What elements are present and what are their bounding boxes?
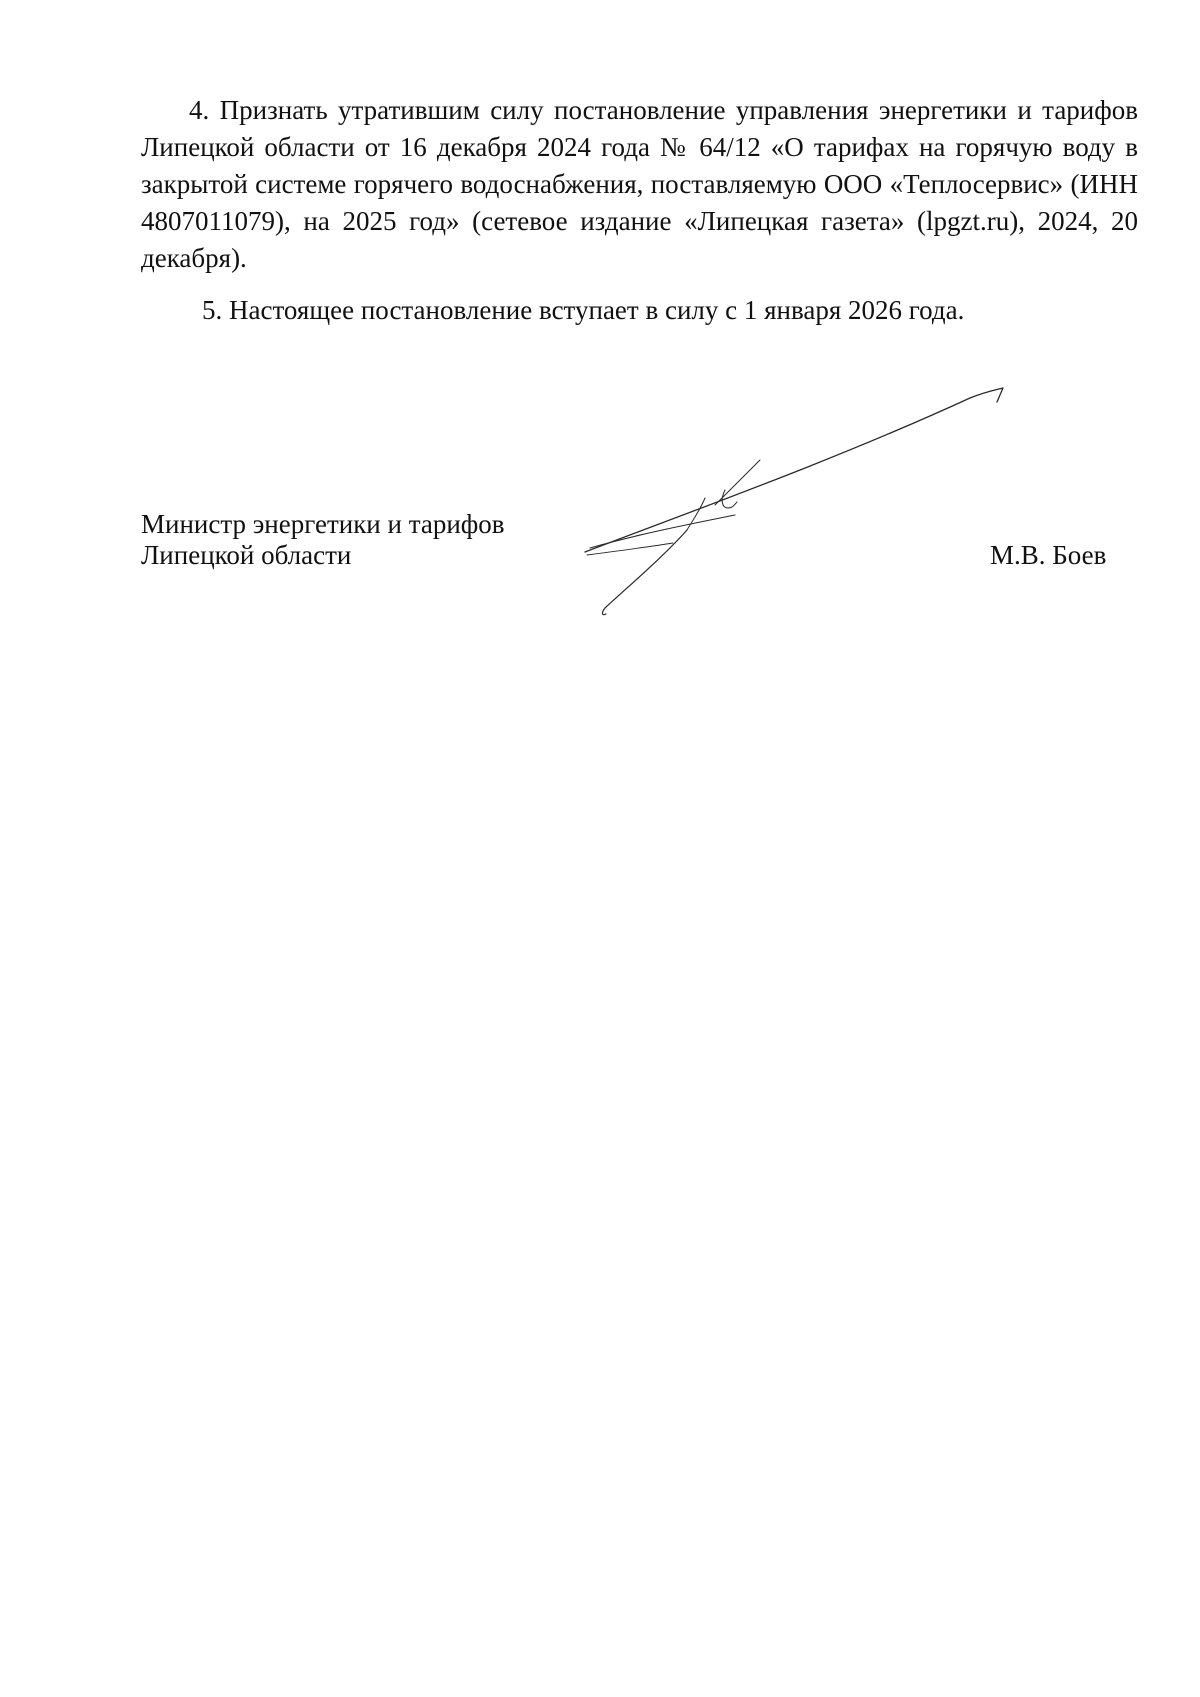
signer-position-line-2: Липецкой области <box>141 540 352 570</box>
paragraph-5: 5. Настоящее постановление вступает в силу с 1 января 2026 года. <box>202 295 965 325</box>
document-body <box>141 92 1138 329</box>
paragraph-4: 4. Признать утратившим силу постановление управления энергетики и тарифов Липецкой области от 16 декабря 2024 года № 64/12 «О тарифах на горячую воду в закрытой системе горячего водоснабжения, поставляемую ООО «Теплосервис» (ИНН 4807011079), на 2025 год» (сетевое издание «Липецкая газета» (lpgzt.ru), 2024, 20 декабря). <box>141 95 1138 273</box>
signer-position-line-1: Министр энергетики и тарифов <box>141 509 505 539</box>
handwritten-signature <box>575 380 1075 630</box>
signer-name: М.В. Боев <box>990 540 1107 570</box>
